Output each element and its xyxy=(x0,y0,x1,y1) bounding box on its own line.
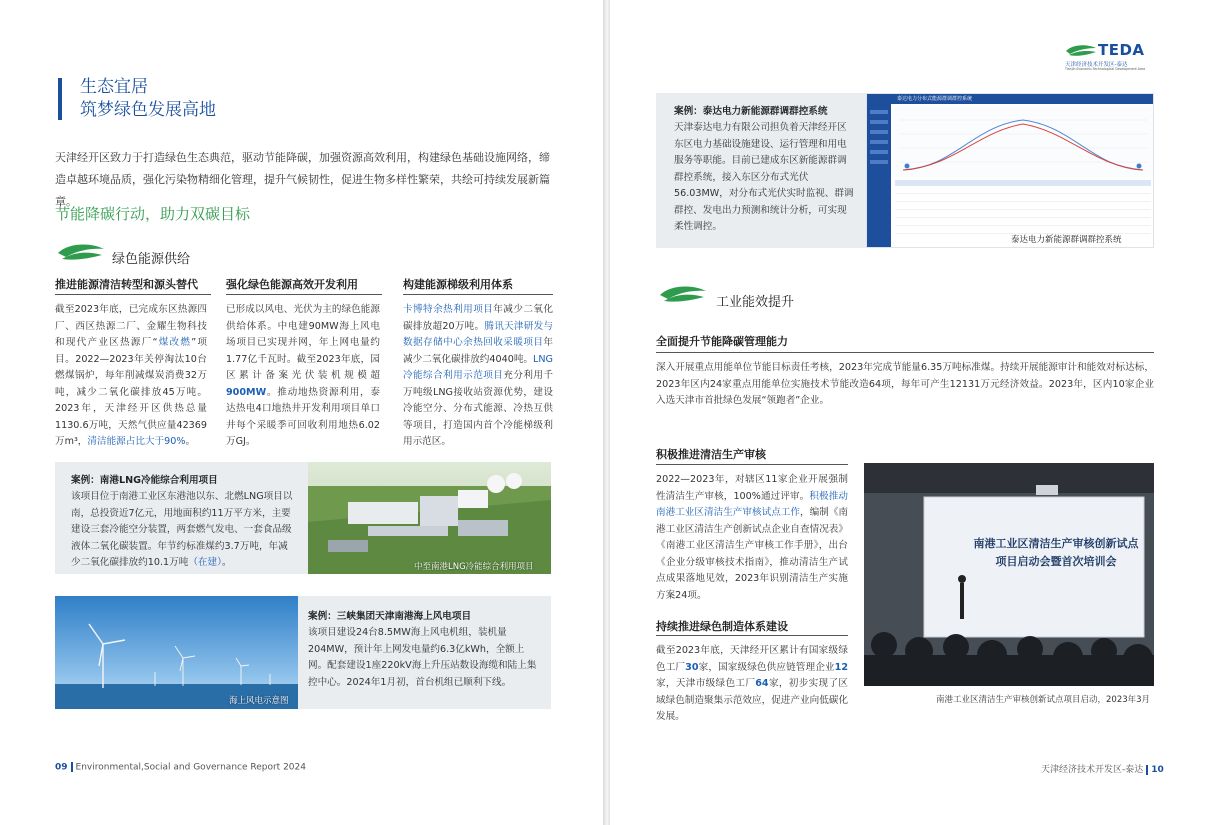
col2-rule xyxy=(226,294,382,295)
col1-link-clean: 清洁能源占比大于90% xyxy=(87,436,186,447)
col1-title: 推进能源清洁转型和源头替代 xyxy=(55,278,198,291)
col3-text: 卡博特余热利用项目年减少二氧化碳排放超20万吨。腾讯天津研发与数据存储中心余热回收采暖项目年减少二氧化碳排放约4040吨。LNG冷能综合利用示范项目充分利用千万吨级LNG接收站资源优势，建设冷能空分、分布式能源、冷热互供等项目，打造国内首个冷能梯级利用示范区。 xyxy=(403,304,554,447)
block3-text: 截至2023年底，天津经开区累计有国家级绿色工厂30家，国家级绿色供应链管理企业12家，天津市级绿色工厂64家，初步实现了区域绿色制造聚集示范效应，促进产业向低碳化发展。 xyxy=(656,645,849,722)
col1-rule xyxy=(55,294,211,295)
case-box-lng xyxy=(55,462,308,574)
left-page-number: 09 xyxy=(55,762,68,773)
screenshot-title: 泰达电力分布式能源群调群控系统 xyxy=(897,96,973,102)
right-footer xyxy=(1041,762,1164,775)
left-footer-text: Environmental,Social and Governance Report 2024 xyxy=(75,762,306,773)
left-footer xyxy=(55,762,306,773)
block3-num-city-factories: 64 xyxy=(755,678,769,689)
block2-rule xyxy=(656,464,848,465)
logo-subtitle-en: Tianjin Economic-Technological Development Area xyxy=(1065,67,1146,71)
block2-link-nangang: 积极推动南港工业区清洁生产审核试点工作 xyxy=(656,490,848,518)
right-page xyxy=(610,0,1208,825)
col3-link-cabot: 卡博特余热利用项目 xyxy=(403,304,494,315)
leaf-icon-industry xyxy=(658,285,708,307)
case-lng-status: （在建） xyxy=(188,557,222,568)
block1-text: 深入开展重点用能单位节能目标责任考核，2023年完成节能量6.35万吨标准煤。持续开展能源审计和能效对标达标，2023年区内24家重点用能单位实施技术节能改造64项，每年可产生12131万元经济效益。2023年，区内10家企业入选天津市首批绿色发展“领跑者”企业。 xyxy=(656,362,1154,406)
col2-text: 已形成以风电、光伏为主的绿色能源供给体系。中电建90MW海上风电场项目已实现并网，年上网电量约1.77亿千瓦时。截至2023年底，园区累计备案光伏装机规模超900MW。推动地热资源利用，泰达热电4口地热井开发利用项目单口井每个采暖季可回收利用地热6.02万GJ。 xyxy=(226,304,380,447)
right-page-number: 10 xyxy=(1151,765,1164,775)
screenshot-caption: 泰达电力新能源群调群控系统 xyxy=(1011,235,1122,245)
screenshot-sidebar xyxy=(867,104,891,248)
footer-separator-right xyxy=(1146,765,1148,775)
teda-leaf-icon xyxy=(1065,44,1097,58)
training-photo-caption: 南港工业区清洁生产审核创新试点项目启动，2023年3月 xyxy=(936,695,1151,705)
lng-project-photo xyxy=(308,462,551,574)
col2-title: 强化绿色能源高效开发利用 xyxy=(226,278,358,291)
block3-rule xyxy=(656,635,848,636)
block2-title: 积极推进清洁生产审核 xyxy=(656,448,766,461)
screenshot-curve-chart xyxy=(893,106,1153,178)
training-meeting-photo xyxy=(864,463,1154,686)
col3-link-lng: LNG冷能综合利用示范项目 xyxy=(403,353,553,381)
logo-subtitle-cn: 天津经济技术开发区-泰达 xyxy=(1065,62,1128,68)
block1-rule xyxy=(656,352,1154,353)
col3-rule xyxy=(403,294,553,295)
block3-title: 持续推进绿色制造体系建设 xyxy=(656,620,788,633)
green-heading: 节能降碳行动，助力双碳目标 xyxy=(55,205,251,223)
sub-heading-green-energy: 绿色能源供给 xyxy=(112,252,191,267)
block3-num-national-factories: 30 xyxy=(685,661,699,673)
screenshot-titlebar xyxy=(867,94,1154,104)
col2-bold-900mw: 900MW xyxy=(226,386,267,398)
case-box-teda xyxy=(656,93,866,248)
right-footer-text: 天津经济技术开发区-泰达 xyxy=(1041,765,1144,775)
case-lng-title: 案例：南港LNG冷能综合利用项目 xyxy=(71,475,218,486)
col3-title: 构建能源梯级利用体系 xyxy=(403,278,513,291)
case-teda-text: 天津泰达电力有限公司担负着天津经开区东区电力基础设施建设、运行管理和用电服务等职能。目前已建成东区新能源群调群控系统，接入东区分布式光伏56.03MW，对分布式光伏实时监视、群调群控、发电出力预测和统计分析，可实现柔性调控。 xyxy=(674,122,854,232)
case-lng-text: 该项目位于南港工业区东港池以东、北燃LNG项目以南，总投资近7亿元，用地面积约11万平方米，主要建设三套冷能空分装置，两套燃气发电、一套食品级液体二氧化碳装置。年节约标准煤约3.7万吨，年减少二氧化碳排放约10.1万吨（在建）。 xyxy=(71,491,293,568)
wind-farm-photo xyxy=(55,596,298,709)
col1-text: 截至2023年底，已完成东区热源四厂、西区热源二厂、金耀生物科技和现代产业区热源厂“煤改燃”项目。2022—2023年关停淘汰10台燃煤锅炉，每年削减煤炭消费32万吨，减少二氧化碳排放45万吨。2023年，天津经开区供热总量1130.6万吨，天然气供应量42369万m³，清洁能源占比大于90%。 xyxy=(55,304,207,447)
case-wind-title: 案例：三峡集团天津南港海上风电项目 xyxy=(308,611,472,622)
col1-link-coal: 煤改燃 xyxy=(157,337,192,348)
photo-screen-text: 南港工业区清洁生产审核创新试点 项目启动会暨首次培训会 xyxy=(973,537,1139,568)
footer-separator xyxy=(71,762,73,772)
leaf-icon xyxy=(56,243,106,265)
case-teda-title: 案例：泰达电力新能源群调群控系统 xyxy=(674,106,828,117)
page-title: 生态宜居 筑梦绿色发展高地 xyxy=(80,77,216,120)
lng-photo-caption: 中至南港LNG冷能综合利用项目 xyxy=(414,562,534,572)
teda-logo xyxy=(1065,40,1165,76)
block1-title: 全面提升节能降碳管理能力 xyxy=(656,335,788,348)
intro-paragraph: 天津经开区致力于打造绿色生态典范，驱动节能降碳，加强资源高效利用，构建绿色基础设施网络，缔造卓越环境品质，强化污染物精细化管理，提升气候韧性，促进生物多样性繁荣，共绘可持续发展新篇章。 xyxy=(55,151,550,208)
case-box-wind xyxy=(298,596,551,709)
col3-link-tencent: 腾讯天津研发与数据存储中心余热回收采暖项目 xyxy=(403,320,554,348)
case-wind-text: 该项目建设24台8.5MW海上风电机组，装机量204MW，预计年上网发电量约6.3亿kWh，全额上网。配套建设1座220kV海上升压站数设海缆和陆上集控中心。2024年1月初，首台机组已顺利下线。 xyxy=(308,627,537,688)
block2-text: 2022—2023年，对辖区11家企业开展强制性清洁生产审核，100%通过评审。积极推动南港工业区清洁生产审核试点工作，编制《南港工业区清洁生产创新试点企业自查情况表》《南港工业区清洁生产审核工作手册》，出台《企业分级审核技术指南》，推动清洁生产试点成果落地见效，2023年识别清洁生产实施方案24项。 xyxy=(656,474,849,601)
title-accent-bar xyxy=(58,78,62,120)
teda-system-screenshot xyxy=(866,93,1154,248)
block3-num-supply-chain: 12 xyxy=(834,661,849,673)
sub-heading-industry: 工业能效提升 xyxy=(716,295,795,310)
logo-text: TEDA xyxy=(1098,41,1145,59)
wind-photo-caption: 海上风电示意图 xyxy=(229,696,289,706)
